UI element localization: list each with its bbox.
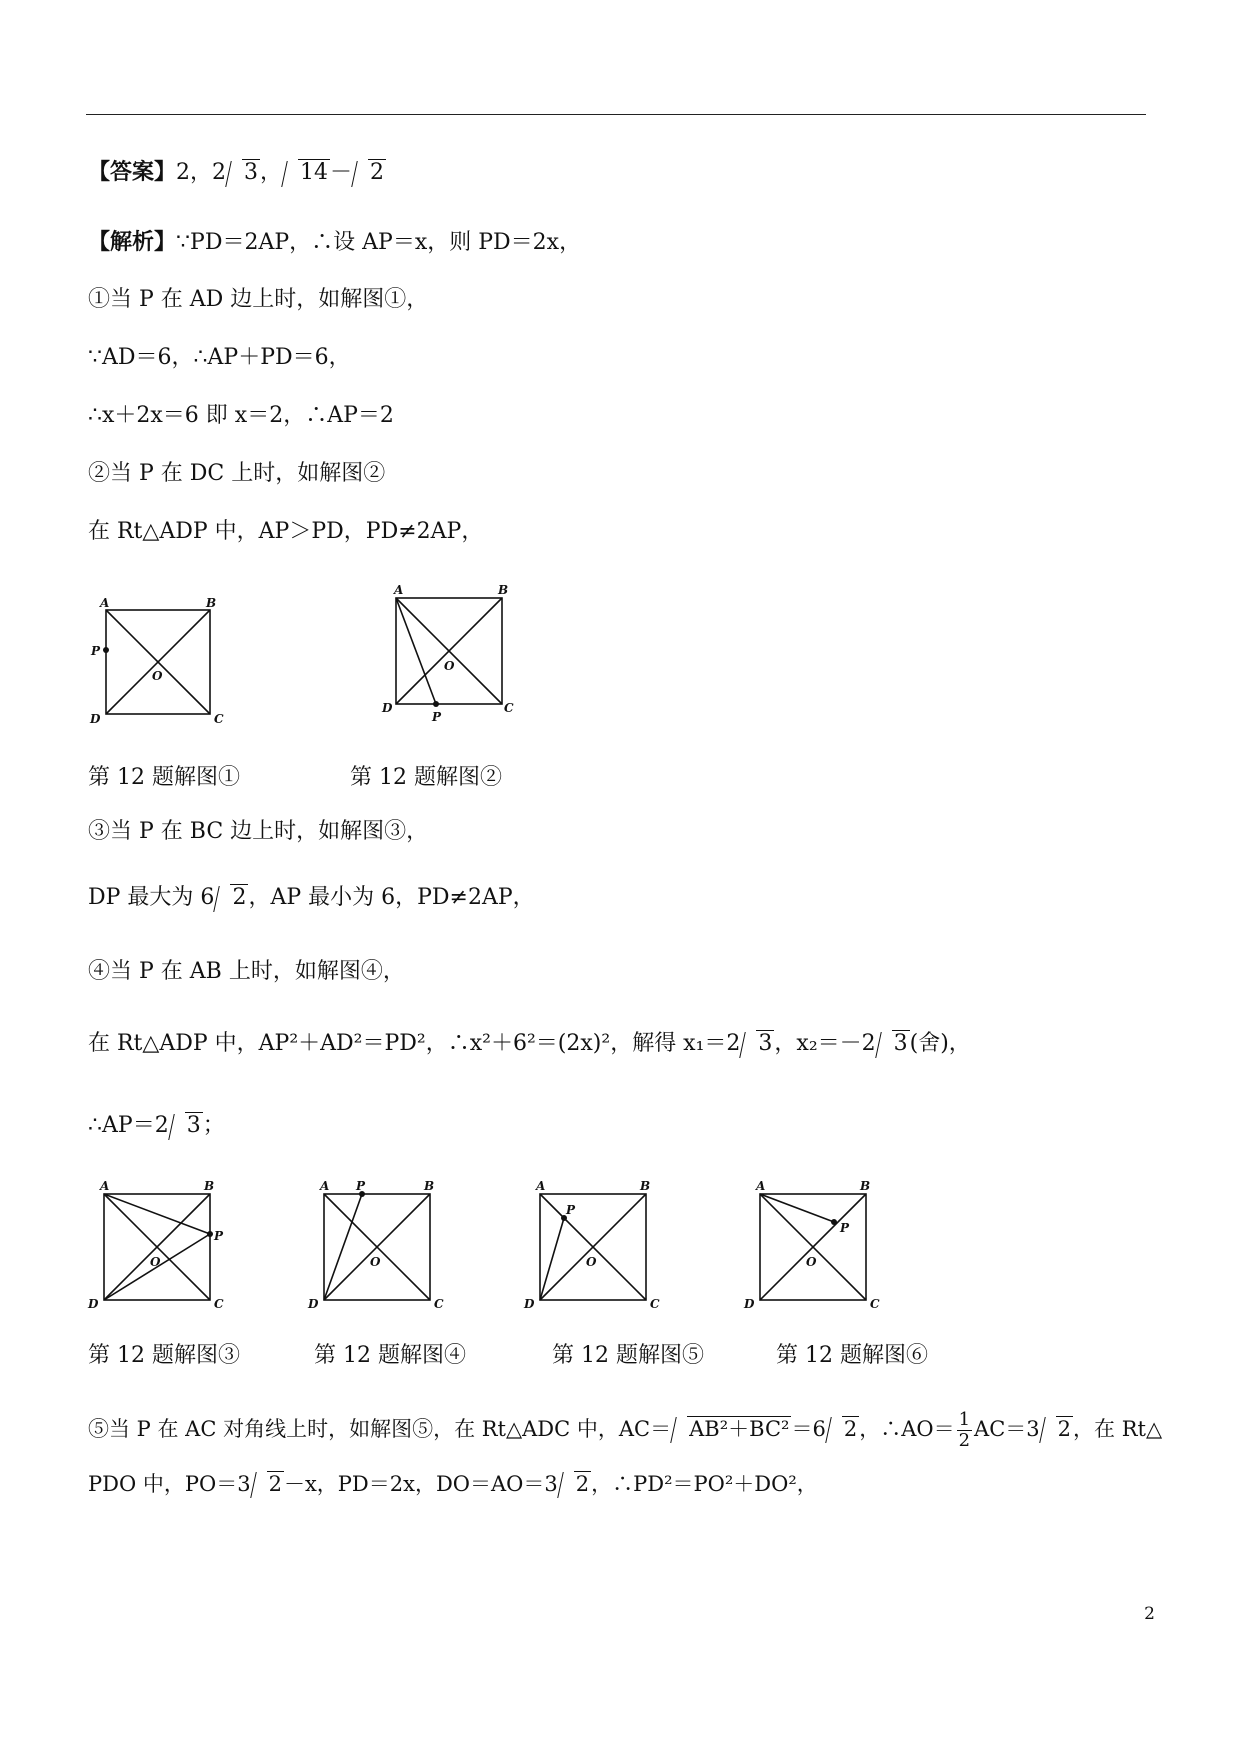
label-c: C: [434, 1297, 444, 1310]
label-o: O: [150, 1255, 161, 1269]
analysis-line-9: ④当 P 在 AB 上时，如解图④，: [88, 959, 405, 984]
label-o: O: [444, 659, 455, 673]
sqrt-ab-bc: AB²＋BC²: [673, 1415, 791, 1443]
sqrt-2: 2: [253, 1470, 284, 1498]
sqrt-3: 3: [171, 1112, 203, 1140]
sqrt-3: 3: [742, 1030, 774, 1058]
sqrt-3: 3: [228, 159, 260, 187]
caption-1: 第 12 题解图①: [88, 765, 240, 790]
label-c: C: [214, 712, 224, 725]
analysis-line-8: DP 最大为 6 2，AP 最小为 6，PD≠2AP，: [88, 885, 535, 910]
figure-5: [520, 1180, 670, 1310]
caption-5: 第 12 题解图⑤: [552, 1343, 704, 1368]
fraction-half: $\frac{1}{2}$: [958, 1409, 971, 1451]
answer-minus: －: [330, 160, 353, 185]
analysis-line-5: ②当 P 在 DC 上时，如解图②: [88, 461, 386, 486]
label-d: D: [88, 1297, 99, 1310]
analysis-label: 【解析】: [88, 229, 177, 255]
figure-1: [86, 595, 236, 725]
label-d: D: [90, 712, 101, 725]
label-o: O: [586, 1255, 597, 1269]
caption-2: 第 12 题解图②: [350, 765, 502, 790]
sqrt-2: 2: [560, 1470, 591, 1498]
answer-text-a: 2，2: [176, 160, 227, 185]
label-c: C: [504, 701, 514, 715]
analysis-line-10: 在 Rt△ADP 中，AP²＋AD²＝PD²，∴x²＋6²＝(2x)²，解得 x₁＝2 3，x₂＝－2 3(舍)，: [88, 1031, 971, 1056]
page-number: 2: [1144, 1604, 1155, 1624]
analysis-line-2: ①当 P 在 AD 边上时，如解图①，: [88, 287, 429, 312]
label-d: D: [382, 701, 393, 715]
sqrt-2: 2: [828, 1415, 859, 1443]
analysis-line-1: [88, 228, 581, 257]
label-c: C: [650, 1297, 660, 1310]
label-o: O: [806, 1255, 817, 1269]
label-p: P: [566, 1203, 576, 1217]
analysis-line-13: PDO 中，PO＝3 2－x，PD＝2x，DO＝AO＝3 2，∴PD²＝PO²＋DO²，: [88, 1472, 818, 1496]
label-a: A: [100, 1180, 110, 1193]
label-c: C: [870, 1297, 880, 1310]
header-rule: [86, 114, 1146, 115]
label-p: P: [214, 1229, 224, 1243]
label-a: A: [394, 583, 404, 597]
label-p: P: [432, 710, 442, 724]
label-o: O: [152, 669, 163, 683]
figure-2: [380, 578, 520, 728]
caption-3: 第 12 题解图③: [88, 1343, 240, 1368]
label-a: A: [536, 1180, 546, 1193]
analysis-text-1: ∵PD＝2AP，∴设 AP＝x，则 PD＝2x，: [176, 230, 582, 255]
answer-label: 【答案】: [88, 159, 177, 185]
label-a: A: [320, 1180, 330, 1193]
analysis-line-12: ⑤当 P 在 AC 对角线上时，如解图⑤，在 Rt△ADC 中，AC＝ AB²＋BC²＝6 2，∴AO＝ $\frac{1}{2}$ AC＝3 2，在 Rt△: [88, 1409, 1163, 1451]
label-p: P: [91, 644, 101, 658]
analysis-line-6: 在 Rt△ADP 中，AP＞PD，PD≠2AP，: [88, 519, 484, 544]
sqrt-3: 3: [878, 1030, 910, 1058]
label-c: C: [214, 1297, 224, 1310]
label-b: B: [640, 1180, 651, 1193]
sqrt-2: 2: [354, 159, 386, 187]
label-b: B: [204, 1180, 215, 1193]
figure-4: [304, 1180, 454, 1310]
analysis-line-11: ∴AP＝2 3；: [88, 1113, 225, 1138]
sqrt-14: 14: [284, 159, 330, 187]
label-p: P: [840, 1221, 850, 1235]
label-b: B: [498, 583, 509, 597]
answer-line: [88, 158, 386, 187]
figure-3: [86, 1180, 236, 1310]
figure-6: [740, 1180, 890, 1310]
label-b: B: [206, 596, 217, 610]
label-a: A: [756, 1180, 766, 1193]
label-d: D: [308, 1297, 319, 1310]
label-d: D: [524, 1297, 535, 1310]
sqrt-2: 2: [1042, 1415, 1073, 1443]
caption-6: 第 12 题解图⑥: [776, 1343, 928, 1368]
label-b: B: [424, 1180, 435, 1193]
analysis-line-7: ③当 P 在 BC 边上时，如解图③，: [88, 819, 429, 844]
answer-sep: ，: [260, 160, 283, 185]
sqrt-2: 2: [216, 884, 248, 912]
caption-4: 第 12 题解图④: [314, 1343, 466, 1368]
label-a: A: [100, 596, 110, 610]
label-p: P: [356, 1180, 366, 1193]
analysis-line-3: ∵AD＝6，∴AP＋PD＝6，: [88, 345, 351, 370]
label-o: O: [370, 1255, 381, 1269]
label-b: B: [860, 1180, 871, 1193]
analysis-line-4: ∴x＋2x＝6 即 x＝2，∴AP＝2: [88, 403, 394, 428]
label-d: D: [744, 1297, 755, 1310]
